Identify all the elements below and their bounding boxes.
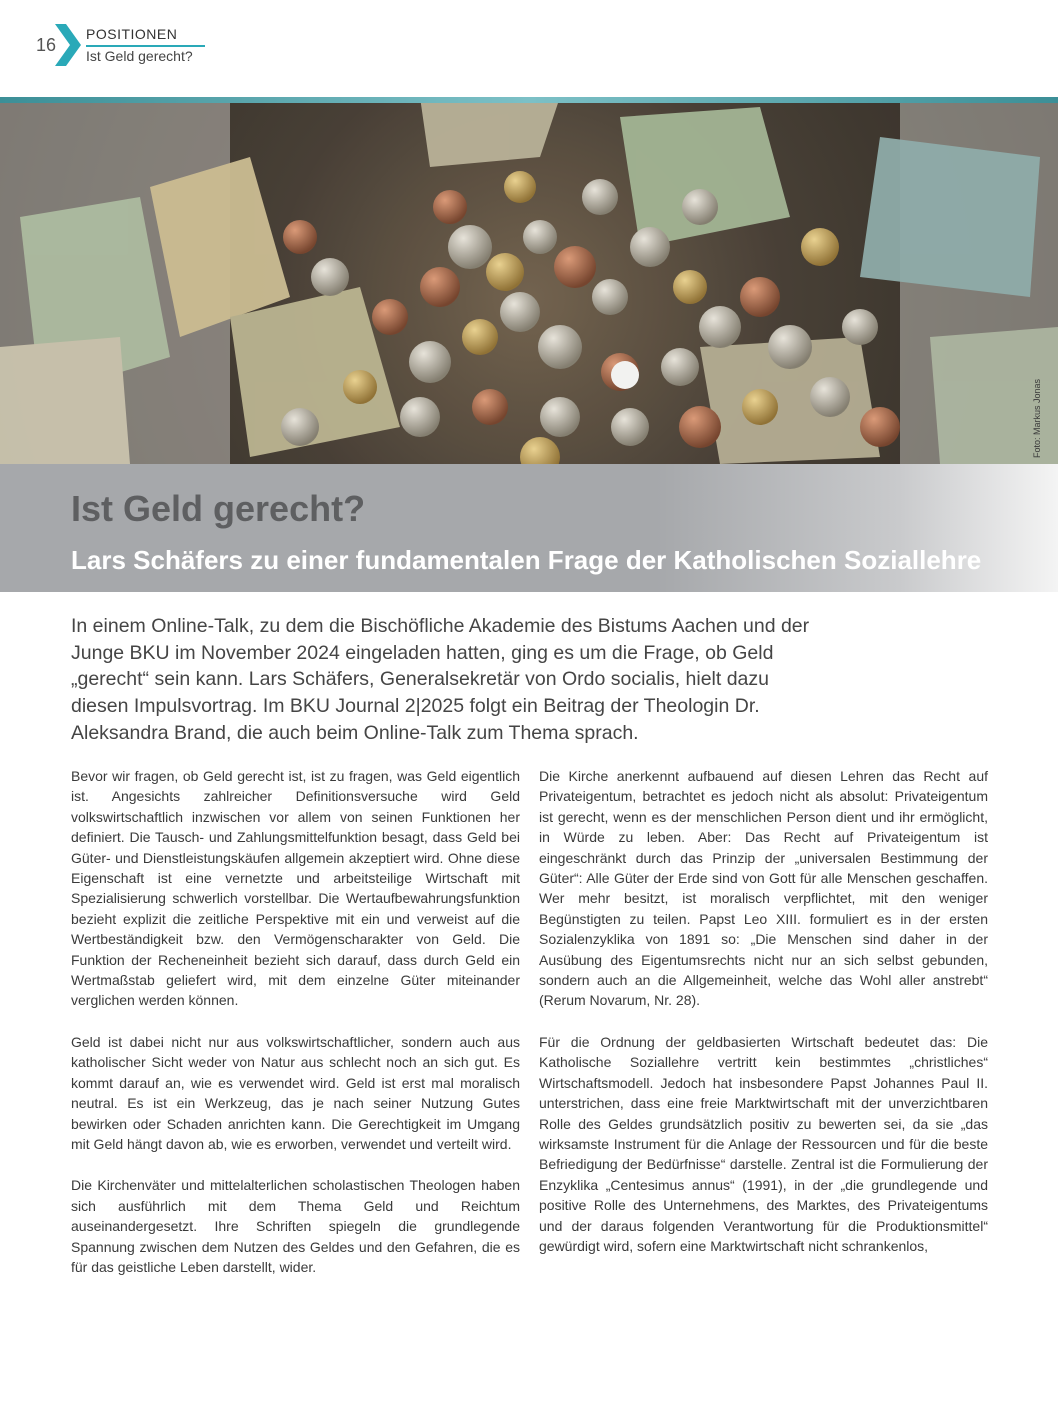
right-column	[539, 766, 988, 1277]
article-title: Ist Geld gerecht?	[71, 488, 366, 529]
left-column	[71, 766, 520, 1298]
page-number: 16	[36, 35, 57, 55]
article-intro: In einem Online-Talk, zu dem die Bischöfliche Akademie des Bistums Aachen und der Junge BKU im November 2024 eingeladen hatten, ging es um die Frage, ob Geld „gerecht“ sein kann. Lars Schäfers, Generalsekretär von Ordo socialis, hielt dazu diesen Impulsvortrag. Im BKU Journal 2|2025 folgt ein Beitrag der Theologin Dr. Aleksandra Brand, die auch beim Online-Talk zum Thema sprach.	[71, 615, 810, 744]
section-subtitle: Ist Geld gerecht?	[86, 48, 193, 64]
hero-top-band	[0, 97, 1058, 103]
paragraph: Bevor wir fragen, ob Geld gerecht ist, ist zu fragen, was Geld eigentlich ist. Angesichts zahlreicher Definitionsversuche wird Geld volkswirtschaftlich inzwischen vor allem von seinen Funktionen her definiert. Die Tausch- und Zahlungsmittelfunktion besagt, dass Geld bei Güter- und Dienstleistungskäufen allgemein akzeptiert wird. Ohne diese Eigenschaft ist eine vernetzte und arbeitsteilige Wirtschaft mit Spezialisierung schwerlich vorstellbar. Die Wertaufbewahrungsfunktion bezieht explizit die zeitliche Perspektive mit ein und verweist auf die Wertbeständigkeit bzw. den Vermögenscharakter von Geld. Die Funktion der Recheneinheit bezieht sich darauf, dass durch Geld ein Wertmaßstab geliefert wird, mit dem einzelne Güter miteinander verglichen werden können.	[71, 768, 520, 1009]
paragraph: Geld ist dabei nicht nur aus volkswirtschaftlicher, sondern auch aus katholischer Sicht weder von Natur aus schlecht noch an sich gut. Es kommt darauf an, wie es verwendet wird. Geld ist erst mal moralisch neutral. Es ist ein Werkzeug, das je nach seiner Nutzung Gutes bewirken oder Schaden anrichten kann. Die Gerechtigkeit im Umgang mit Geld hängt davon ab, wie es erworben, verwendet und verteilt wird.	[71, 1033, 520, 1152]
section-label: POSITIONEN	[86, 26, 178, 42]
section-divider	[86, 45, 205, 47]
paragraph: Für die Ordnung der geldbasierten Wirtschaft bedeutet das: Die Katholische Soziallehre vertritt kein bestimmtes „christliches“ Wirtschaftsmodell. Jedoch hat insbesondere Papst Johannes Paul II. unterstrichen, dass eine freie Marktwirtschaft mit der unverzichtbaren Rolle des Geldes grundsätzlich positiv zu bewerten sei, da sie „das wirksamste Instrument für die Anlage der Ressourcen und für die beste Befriedigung der Bedürfnisse“ darstelle. Zentral ist die Formulierung der Enzyklika „Centesimus annus“ (1991), in der „die grundlegende und positive Rolle des Unternehmens, des Marktes, des Privateigentums und der daraus folgenden Verantwortung für die Produktionsmittel“ gewürdigt wird, sofern eine Marktwirtschaft nicht schrankenlos,	[539, 1033, 988, 1254]
chevron-right-icon	[55, 24, 81, 66]
hero-image	[0, 97, 1058, 464]
photo-credit: Foto: Markus Jonas	[1032, 378, 1042, 458]
paragraph: Die Kirche anerkennt aufbauend auf diesen Lehren das Recht auf Privateigentum, betrachtet es jedoch nicht als absolut: Privateigentum ist gerecht, wenn es der menschlichen Person dient und ihr ermöglicht, in Würde zu leben. Aber: Das Recht auf Privateigentum ist eingeschränkt durch das Prinzip der „universalen Bestimmung der Güter“: Alle Güter der Erde sind von Gott für alle Menschen geschaffen. Wer mehr besitzt, ist moralisch verpflichtet, mit den weniger Begünstigten zu teilen. Papst Leo XIII. formuliert es in der ersten Sozialenzyklika von 1891 so: „Die Menschen sind daher in der Ausübung des Eigentumsrechts nicht nur an sich selbst gebunden, sondern auch an die Allgemeinheit, welche das Wohl aller anstrebt“ (Rerum Novarum, Nr. 28).	[539, 768, 988, 1009]
coins-banknotes-illustration	[0, 97, 1058, 464]
paragraph: Die Kirchenväter und mittelalterlichen scholastischen Theologen haben sich ausführlich mit dem Thema Geld und Reichtum auseinandergesetzt. Ihre Schriften spiegeln die grundlegende Spannung zwischen dem Nutzen des Geldes und den Gefahren, die es für das geistliche Leben darstellt, wider.	[71, 1177, 520, 1275]
article-subtitle: Lars Schäfers zu einer fundamentalen Frage der Katholischen Soziallehre	[71, 545, 982, 575]
